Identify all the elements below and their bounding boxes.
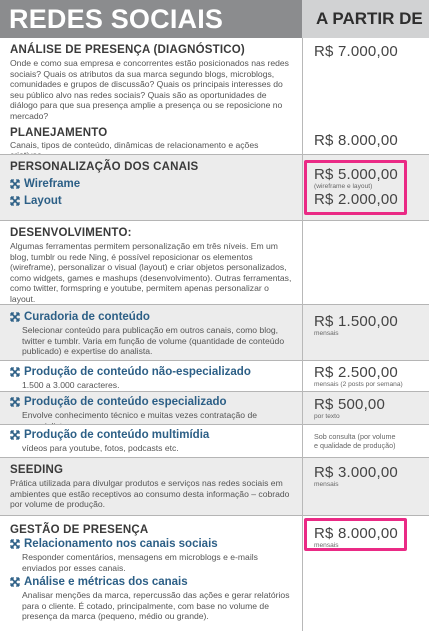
section-multimidia — [0, 425, 429, 457]
item-label: Wireframe — [24, 178, 81, 190]
section-description: 1.500 a 3.000 caracteres. — [22, 380, 120, 390]
section-description: Algumas ferramentas permitem personalização em três níveis. Em um blog, tumblr ou rede Ning, é possível reposicionar os elementos (wireframe), personalizar o visual (layout) e criar objetos personalizados, como widgets, games e mashups (desenvolvimento). Outras ferramentas, como twitter, formspring e youtube, permitem apenas personalizar o layout. — [10, 241, 292, 304]
price-note: por texto — [314, 413, 340, 420]
cross-arrows-icon — [10, 179, 21, 189]
item-label: Produção de conteúdo multimídia — [24, 429, 210, 441]
section-description: Onde e como sua empresa e concorrentes estão posicionados nas redes sociais? Quais os atributos da sua marca segundo blogs, microblogs, comunidades e grupos de discussão? Quais os principais interesses do seu público alvo nas redes sociais? Quais são as oportunidades de diálogo para que sua presença amplie a presença ou se reposicione no mercado? — [10, 58, 289, 121]
list-item — [10, 311, 294, 323]
section-title: SEEDING — [10, 464, 64, 476]
section-description: Canais, tipos de conteúdo, dinâmicas de relacionamento e ações — [10, 139, 259, 150]
section-description: vídeos para youtube, fotos, podcasts etc. — [22, 443, 179, 453]
item-label: Layout — [24, 195, 62, 207]
section-description: Analisar menções da marca, repercussão das ações e gerar relatórios para o cliente. É cotado, principalmente, com base no volume de presença da marca (pequeno, médio ou grande). — [22, 590, 290, 622]
item-label: Curadoria de conteúdo — [24, 311, 150, 323]
price-note: e qualidade de produção) — [314, 441, 396, 450]
section-title: GESTÃO DE PRESENÇA — [10, 524, 149, 536]
list-item — [10, 538, 294, 550]
list-item — [10, 396, 294, 408]
section-title: PERSONALIZAÇÃO DOS CANAIS — [10, 161, 199, 173]
item-label: Produção de conteúdo especializado — [24, 396, 227, 408]
cross-arrows-icon — [10, 312, 21, 322]
section-description: Prática utilizada para divulgar produtos e serviços nas redes sociais em ambientes que estão receptivos ao consumo desta informação – cobrado por volume de produção. — [10, 478, 290, 510]
price-value: R$ 2.000,00 — [314, 191, 398, 208]
cross-arrows-icon — [10, 577, 21, 587]
column-divider — [302, 38, 303, 631]
price-value: R$ 500,00 — [314, 396, 386, 413]
list-item — [10, 195, 294, 207]
section-description: Selecionar conteúdo para publicação em outros canais, como blog, twitter e tumblr. Varia em função de volume (quantidade de conteúdo publicado) e expertise do analista. — [22, 325, 285, 357]
price-note: Sob consulta (por volume — [314, 432, 396, 441]
cross-arrows-icon — [10, 430, 21, 440]
price-note: mensais (2 posts por semana) — [314, 381, 403, 388]
cross-arrows-icon — [10, 196, 21, 206]
price-value: R$ 5.000,00 — [314, 166, 398, 183]
price-value: R$ 8.000,00 — [314, 525, 398, 542]
price-value: R$ 3.000,00 — [314, 464, 398, 481]
section-description: Envolve conhecimento técnico e muitas vezes contratação de — [22, 410, 258, 420]
list-item — [10, 366, 294, 378]
page-title: REDES SOCIAIS — [0, 0, 302, 38]
section-nao-especializado — [0, 361, 429, 391]
price-value: R$ 2.500,00 — [314, 364, 398, 381]
highlight-box — [304, 518, 407, 551]
section-title: PLANEJAMENTO — [10, 126, 108, 139]
cross-arrows-icon — [10, 539, 21, 549]
price-column-header: A PARTIR DE — [302, 0, 429, 38]
price-value: R$ 1.500,00 — [314, 313, 398, 330]
section-desenvolvimento — [0, 221, 429, 304]
section-analise — [0, 38, 429, 154]
price-note: mensais — [314, 481, 339, 488]
price-note: mensais — [314, 330, 339, 337]
list-item — [10, 429, 294, 441]
price-note: (wireframe e layout) — [314, 183, 373, 190]
list-item — [10, 178, 294, 190]
price-note: mensais — [314, 542, 339, 549]
section-title: DESENVOLVIMENTO: — [10, 227, 132, 239]
section-title: ANÁLISE DE PRESENÇA (DIAGNÓSTICO) — [10, 44, 245, 56]
section-especializado — [0, 392, 429, 424]
highlight-box — [304, 160, 407, 215]
section-description: Responder comentários, mensagens em microblogs e e-mails enviados por esses canais. — [22, 552, 258, 573]
price-value: R$ 7.000,00 — [314, 43, 398, 60]
item-label: Produção de conteúdo não-especializado — [24, 366, 251, 378]
price-value: R$ 8.000,00 — [314, 132, 398, 149]
item-label: Relacionamento nos canais sociais — [24, 538, 218, 550]
item-label: Análise e métricas dos canais — [24, 576, 188, 589]
cross-arrows-icon — [10, 397, 21, 407]
cross-arrows-icon — [10, 367, 21, 377]
table-header — [0, 0, 429, 38]
list-item — [10, 576, 294, 588]
section-curadoria — [0, 305, 429, 360]
section-seeding — [0, 458, 429, 515]
